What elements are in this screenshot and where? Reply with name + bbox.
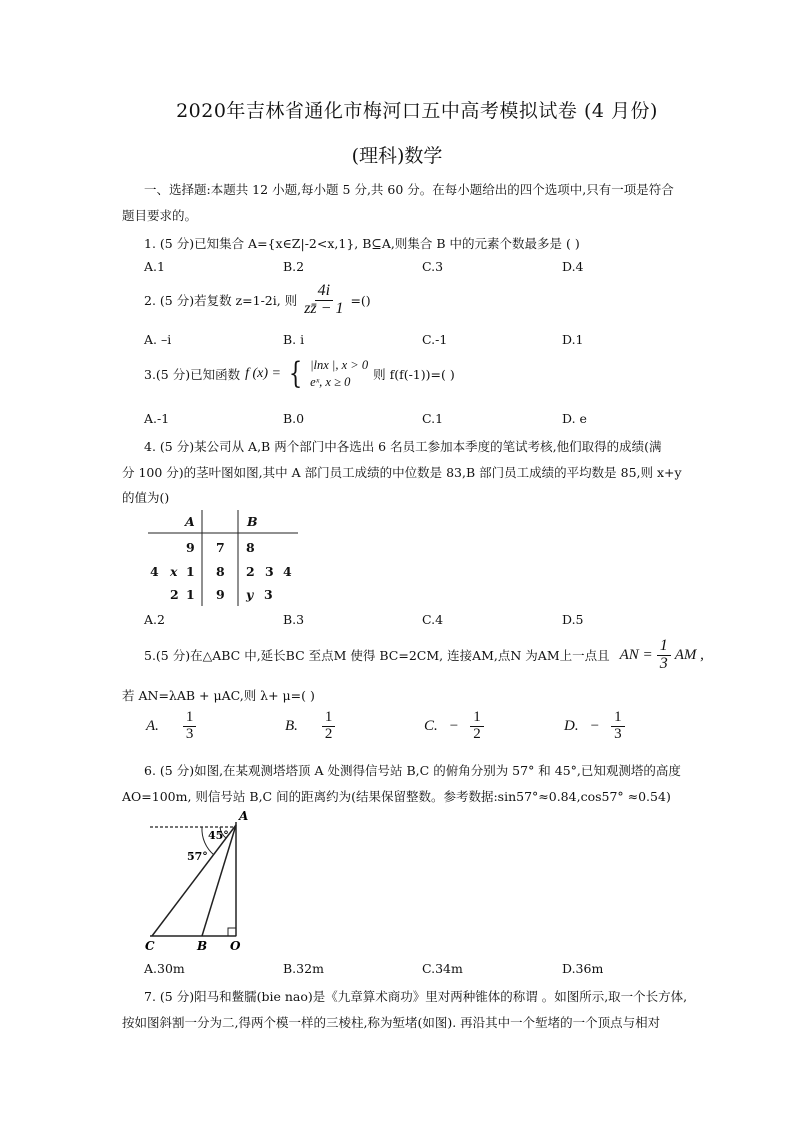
q3-option-d: D. e — [562, 411, 587, 426]
q5-option-num: 1 — [322, 710, 336, 727]
stem-leaf-a: 4 — [150, 564, 159, 579]
stem-value: 9 — [216, 587, 225, 602]
q5-option-label: B. — [285, 717, 298, 734]
q1-option-d: D.4 — [562, 259, 584, 274]
q3-prefix: 3.(5 分)已知函数 — [144, 366, 241, 382]
stem-leaf-a: 1 — [186, 564, 195, 579]
stem-leaf-a: 9 — [186, 540, 195, 555]
observation-tower-figure — [140, 808, 260, 954]
question-6-line2: AO=100m, 则信号站 B,C 间的距离约为(结果保留整数。参考数据:sin57°≈0.84,cos57° ≈0.54) — [122, 789, 671, 804]
stem-header-b: B — [247, 514, 258, 529]
q2-numerator: 4i — [315, 283, 333, 301]
paper-title: 2020年吉林省通化市梅河口五中高考模拟试卷 (4 月份) — [176, 100, 658, 122]
q5-eq-num: 1 — [657, 638, 671, 656]
question-6-line1: 6. (5 分)如图,在某观测塔塔顶 A 处测得信号站 B,C 的俯角分别为 57° 和 45°,已知观测塔的高度 — [144, 763, 681, 778]
q5-eq-fraction — [657, 638, 671, 673]
stem-leaf-lines — [140, 508, 310, 608]
q4-option-b: B.3 — [283, 612, 305, 627]
stem-value: 7 — [216, 540, 225, 555]
q3-function-name: f (x) = — [245, 365, 281, 381]
q6-option-b: B.32m — [283, 961, 324, 976]
q5-option-num: 1 — [183, 710, 197, 727]
stem-leaf-a: 2 — [170, 587, 179, 602]
q5-option-sign: − — [449, 717, 459, 734]
q5-eq-right: AM , — [674, 646, 704, 663]
q5-prefix: 5.(5 分)在△ABC 中,延长BC 至点M 使得 BC=2CM, 连接AM,点N 为AM上一点且 — [144, 648, 610, 664]
q2-option-a: A. –i — [144, 332, 172, 347]
q1-option-b: B.2 — [283, 259, 305, 274]
q5-option-num: 1 — [470, 710, 484, 727]
q5-option-den: 3 — [185, 725, 194, 742]
q3-case-2: eˣ, x ≥ 0 — [310, 374, 351, 389]
q5-option-a — [146, 710, 196, 743]
q3-option-a: A.-1 — [144, 411, 170, 426]
q2-denominator: zz̄ − 1 — [304, 299, 344, 317]
q5-option-sign: − — [590, 717, 600, 734]
stem-leaf-b: 2 — [246, 564, 255, 579]
question-4-line1: 4. (5 分)某公司从 A,B 两个部门中各选出 6 名员工参加本季度的笔试考核,他们取得的成绩(满 — [144, 439, 662, 454]
question-5-line1 — [144, 638, 704, 673]
q4-option-a: A.2 — [144, 612, 165, 627]
q5-option-num: 1 — [611, 710, 625, 727]
q5-option-label: D. — [564, 717, 579, 734]
q2-fraction — [301, 283, 346, 318]
q3-brace: { — [288, 356, 303, 391]
q5-option-label: A. — [146, 717, 159, 734]
stem-leaf-b: 3 — [265, 564, 274, 579]
q5-option-den: 3 — [614, 725, 622, 742]
q5-eq-den: 3 — [659, 654, 668, 672]
q6-option-a: A.30m — [144, 961, 185, 976]
q5-option-b — [285, 710, 335, 743]
q3-case-1: |lnx |, x > 0 — [310, 357, 369, 372]
q3-option-c: C.1 — [422, 411, 444, 426]
q5-option-d — [564, 710, 625, 743]
q5-eq-left: AN = — [619, 646, 653, 663]
stem-leaf-a: 1 — [186, 587, 195, 602]
label-c: C — [145, 939, 155, 953]
label-o: O — [230, 939, 241, 953]
stem-header-a: A — [185, 514, 195, 529]
q5-option-den: 2 — [324, 725, 333, 742]
q1-option-c: C.3 — [422, 259, 444, 274]
question-5-line2: 若 AN=λAB + μAC,则 λ+ μ=( ) — [122, 688, 315, 703]
section-instruction-line2: 题目要求的。 — [122, 208, 198, 223]
stem-value: 8 — [216, 564, 225, 579]
label-b: B — [197, 939, 208, 953]
q2-option-d: D.1 — [562, 332, 584, 347]
question-3-text — [144, 356, 455, 391]
q3-option-b: B.0 — [283, 411, 305, 426]
section-instruction-line1: 一、选择题:本题共 12 小题,每小题 5 分,共 60 分。在每小题给出的四个选项中,只有一项是符合 — [144, 182, 674, 197]
stem-leaf-b: 8 — [246, 540, 255, 555]
q3-suffix: 则 f(f(-1))=( ) — [373, 366, 455, 382]
stem-leaf-a: x — [170, 564, 178, 579]
label-angle-45: 45° — [208, 829, 229, 842]
q2-option-b: B. i — [283, 332, 305, 347]
label-angle-57: 57° — [187, 850, 208, 863]
q4-option-c: C.4 — [422, 612, 444, 627]
q2-prefix: 2. (5 分)若复数 z=1-2i, 则 — [144, 293, 298, 309]
stem-leaf-b: y — [246, 587, 254, 602]
q2-option-c: C.-1 — [422, 332, 448, 347]
q3-cases — [310, 357, 368, 391]
q6-option-d: D.36m — [562, 961, 604, 976]
question-4-line3: 的值为() — [122, 490, 170, 505]
q5-option-den: 2 — [473, 725, 481, 742]
q5-option-label: C. — [424, 717, 438, 734]
stem-leaf-b: 4 — [283, 564, 292, 579]
stem-leaf-b: 3 — [264, 587, 273, 602]
q5-option-c — [424, 710, 484, 743]
question-1-text: 1. (5 分)已知集合 A={x∈Z|-2<x,1}, B⊆A,则集合 B 中的元素个数最多是 ( ) — [144, 236, 580, 251]
question-2-text — [144, 283, 371, 318]
q1-option-a: A.1 — [144, 259, 165, 274]
question-7-line2: 按如图斜割一分为二,得两个模一样的三棱柱,称为堑堵(如图). 再沿其中一个堑堵的一个顶点与相对 — [122, 1015, 661, 1030]
q4-option-d: D.5 — [562, 612, 584, 627]
label-a: A — [239, 809, 249, 823]
right-angle-mark — [228, 928, 236, 936]
question-4-line2: 分 100 分)的茎叶图如图,其中 A 部门员工成绩的中位数是 83,B 部门员工成绩的平均数是 85,则 x+y — [122, 465, 682, 480]
paper-subtitle: (理科)数学 — [351, 145, 443, 167]
q2-suffix: =() — [350, 292, 371, 308]
question-7-line1: 7. (5 分)阳马和鳖臑(bie nao)是《九章算术商功》里对两种锥体的称谓 。如图所示,取一个长方体, — [144, 989, 688, 1004]
q6-option-c: C.34m — [422, 961, 463, 976]
